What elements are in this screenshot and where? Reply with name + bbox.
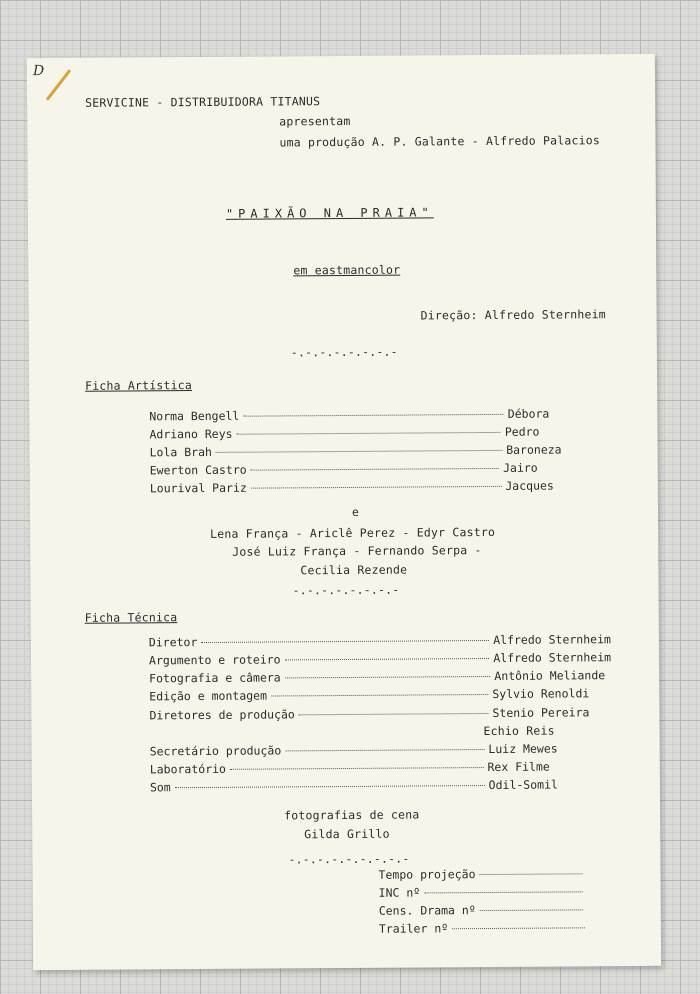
cast-row — [150, 461, 538, 478]
separator-2: -.-.-.-.-.-.-.- — [292, 582, 400, 598]
footer-field — [379, 920, 589, 935]
dotted-leader — [271, 694, 488, 697]
dotted-leader — [201, 640, 489, 643]
crew-name: Sylvio Renoldi — [492, 686, 590, 701]
distributor-name: SERVICINE - DISTRIBUIDORA TITANUS — [85, 94, 321, 110]
crew-role: Diretores de produção — [149, 707, 295, 723]
cast-others-line: Lena França - Ariclê Perez - Edyr Castro — [210, 524, 496, 541]
crew-name: Antônio Meliande — [494, 668, 606, 683]
dotted-leader — [175, 785, 485, 788]
crew-role: Diretor — [148, 635, 198, 650]
handwritten-mark: D — [32, 63, 45, 80]
role-name: Jacques — [505, 478, 554, 493]
dotted-leader — [479, 873, 582, 875]
crew-role: Fotografia e câmera — [149, 670, 281, 686]
dotted-leader — [285, 658, 490, 660]
dotted-leader — [251, 486, 502, 489]
field-label: Trailer nº — [378, 921, 449, 936]
dotted-leader — [424, 891, 582, 893]
crew-row — [149, 705, 589, 722]
separator-1: -.-.-.-.-.-.-.- — [290, 344, 398, 360]
dotted-leader — [299, 713, 489, 715]
pen-stroke — [46, 69, 72, 101]
crew-role: Som — [149, 780, 171, 795]
stills-label: fotografias de cena — [284, 807, 420, 823]
crew-row — [149, 686, 589, 703]
dotted-leader — [480, 909, 583, 911]
production-text: uma produção A. P. Galante - Alfredo Palacios — [279, 133, 601, 150]
cast-others-line: Cecilia Rezende — [300, 562, 408, 578]
cast-row — [150, 442, 562, 459]
dotted-leader — [243, 414, 503, 417]
film-title: "PAIXÃO NA PRAIA" — [225, 205, 434, 221]
ficha-artistica-heading: Ficha Artística — [85, 378, 193, 393]
actor-name: Ewerton Castro — [149, 462, 247, 478]
dotted-leader — [237, 432, 501, 435]
footer-field — [379, 902, 587, 917]
crew-name: Echio Reis — [483, 723, 555, 739]
footer-field — [379, 884, 587, 899]
crew-row — [150, 742, 558, 759]
crew-name: Odil-Somil — [488, 777, 558, 792]
cast-others-line: José Luiz França - Fernando Serpa - — [232, 543, 482, 559]
crew-role: Secretário produção — [149, 743, 282, 759]
film-format: em eastmancolor — [293, 262, 401, 278]
crew-role: Edição e montagem — [149, 688, 268, 704]
crew-row — [150, 760, 550, 777]
actor-name: Adriano Reys — [149, 426, 233, 442]
role-name: Débora — [507, 406, 550, 421]
separator-3: -.-.-.-.-.-.-.-.- — [288, 851, 410, 867]
document-sheet — [27, 54, 661, 970]
crew-row — [149, 668, 605, 685]
ficha-tecnica-heading: Ficha Técnica — [84, 610, 178, 625]
role-name: Baroneza — [506, 442, 562, 457]
footer-field — [378, 866, 586, 881]
crew-name: Alfredo Sternheim — [493, 632, 611, 647]
crew-name: Stenio Pereira — [492, 705, 590, 720]
field-label: Tempo projeção — [378, 867, 476, 882]
crew-role: Laboratório — [149, 761, 227, 777]
dotted-leader — [285, 676, 491, 678]
crew-name: Rex Filme — [487, 759, 550, 775]
cast-row — [149, 407, 549, 424]
crew-row — [149, 650, 611, 667]
crew-name: Luiz Mewes — [488, 741, 558, 756]
dotted-leader — [230, 767, 484, 770]
stills-photographer: Gilda Grillo — [304, 826, 390, 842]
dotted-leader — [251, 468, 499, 471]
field-label: INC nº — [378, 885, 421, 900]
role-name: Jairo — [503, 460, 538, 475]
director-credit: Direção: Alfredo Sternheim — [420, 307, 606, 323]
cast-row — [150, 479, 554, 496]
role-name: Pedro — [504, 424, 540, 439]
and-text: e — [351, 504, 360, 519]
crew-name: Alfredo Sternheim — [493, 650, 612, 665]
field-label: Cens. Drama nº — [378, 903, 476, 918]
cast-row — [149, 425, 539, 442]
crew-role: Argumento e roteiro — [148, 652, 281, 668]
dotted-leader — [452, 927, 585, 929]
actor-name: Lourival Pariz — [149, 480, 247, 496]
dotted-leader — [216, 450, 502, 453]
presents-text: apresentam — [279, 113, 351, 129]
crew-row — [149, 632, 611, 649]
crew-row — [150, 778, 558, 795]
actor-name: Lola Brah — [149, 444, 212, 460]
actor-name: Norma Bengell — [149, 408, 240, 424]
dotted-leader — [285, 749, 484, 751]
